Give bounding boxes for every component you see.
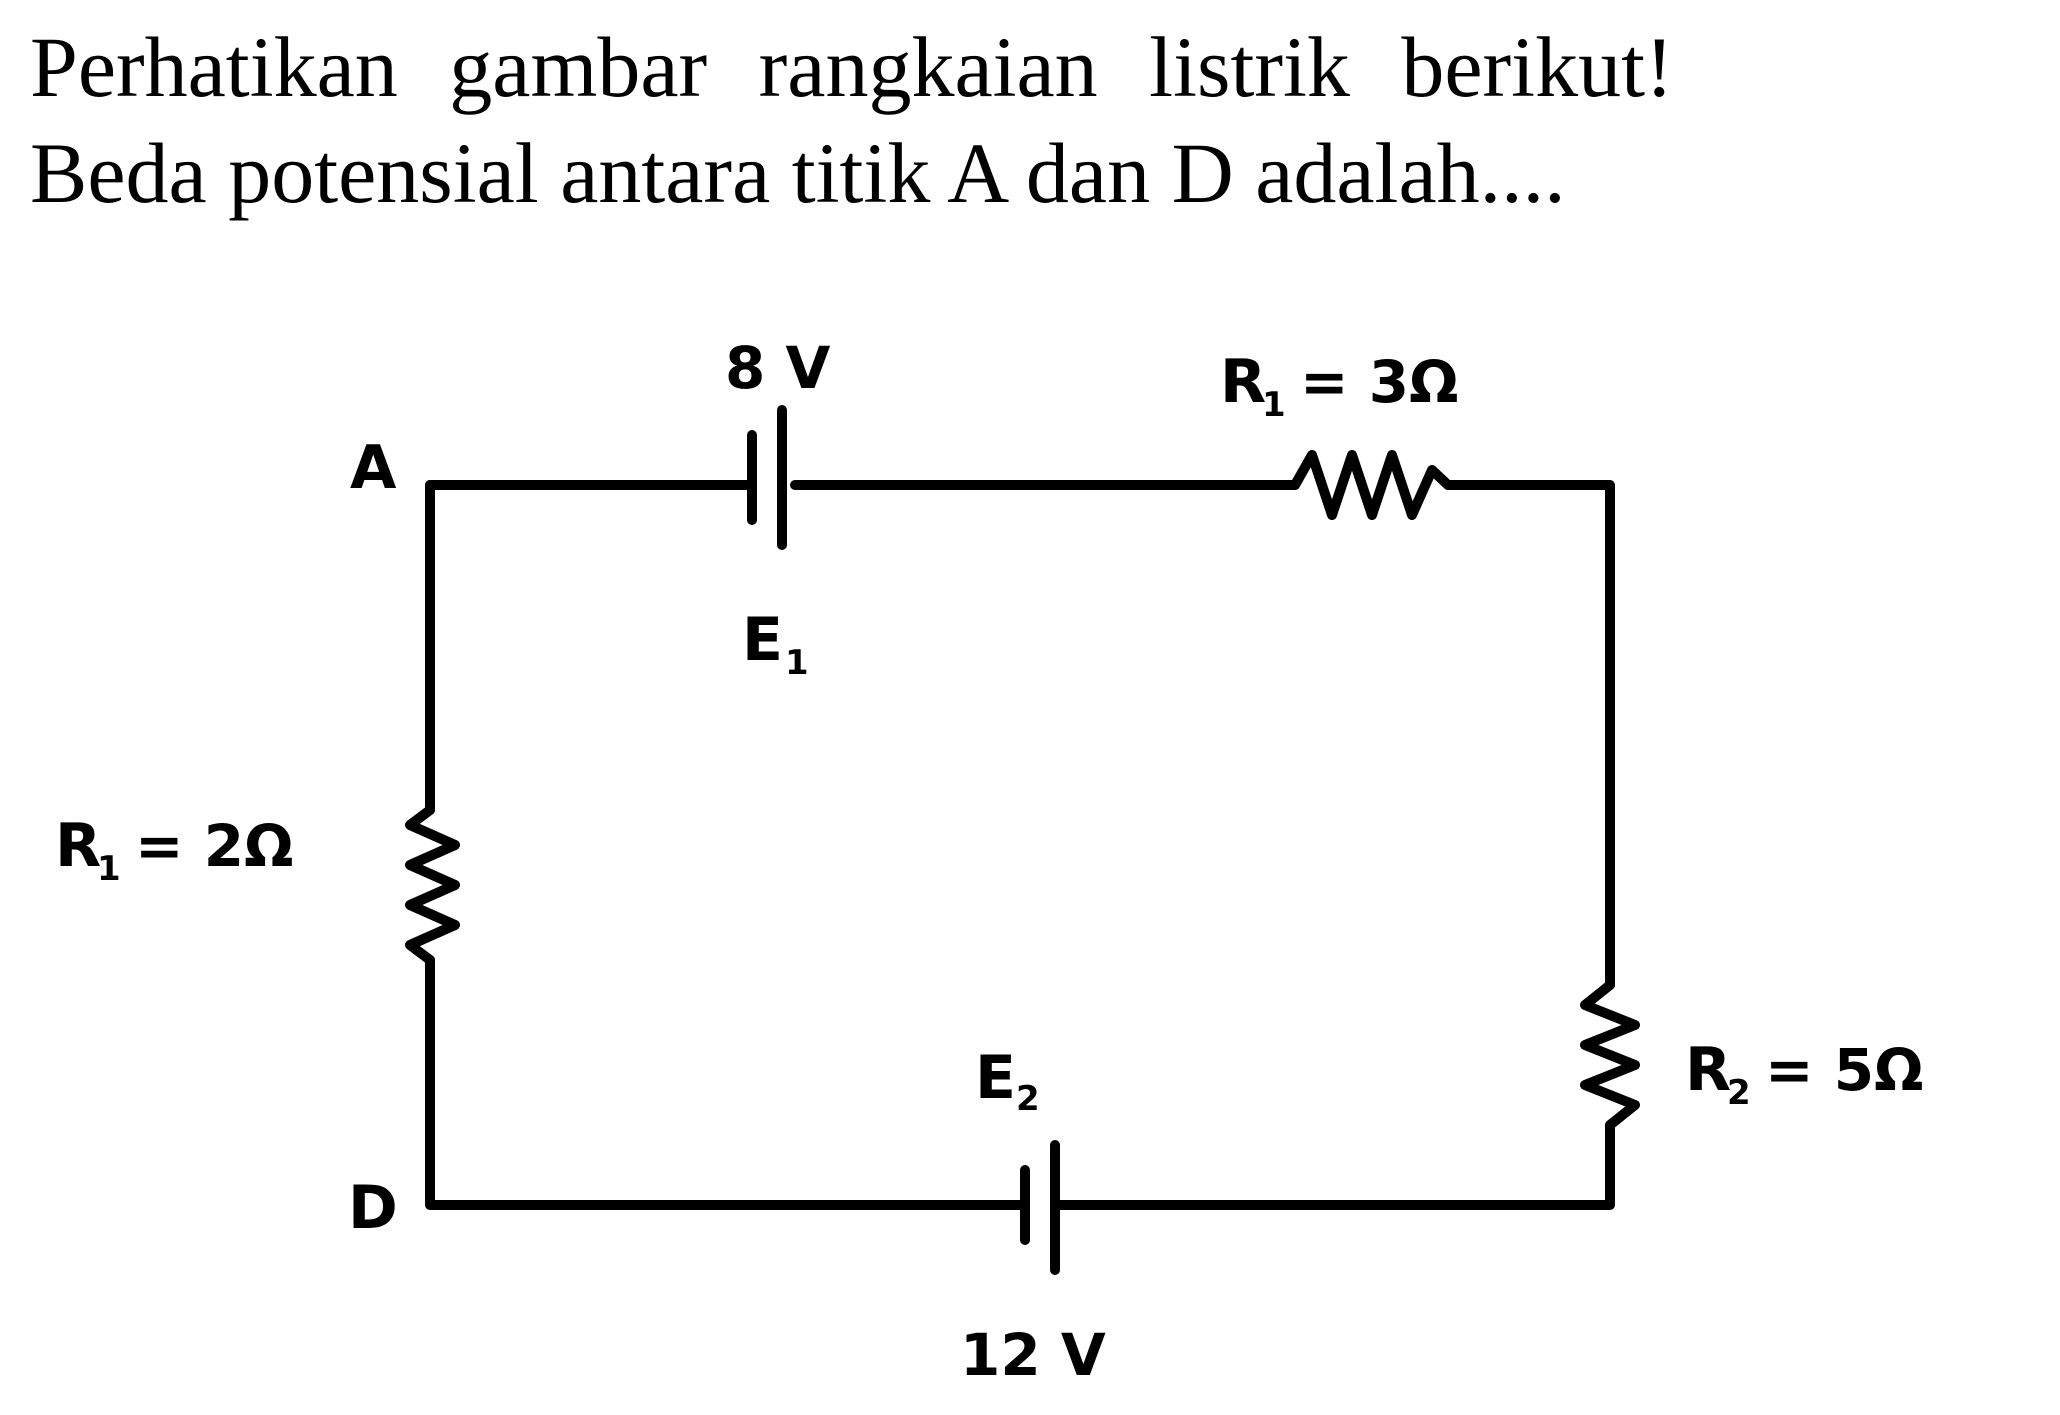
r-left-subscript: 1 <box>97 849 121 889</box>
e1-symbol: E <box>742 605 783 675</box>
r-top-subscript: 1 <box>1262 385 1286 425</box>
r-top-value: = 3Ω <box>1300 348 1459 416</box>
node-a-label: A <box>350 433 397 503</box>
e2-voltage-label: 12 V <box>960 1321 1106 1389</box>
r-left-value: = 2Ω <box>135 812 294 880</box>
r-left-symbol: R <box>55 811 102 881</box>
resistor-r2-right <box>1585 985 1635 1125</box>
question-line-2: Beda potensial antara titik A dan D adalah.... <box>30 125 1566 221</box>
wire-bottom-left <box>430 960 1020 1205</box>
wire-bottom-right <box>1060 1125 1610 1205</box>
e1-subscript: 1 <box>785 643 809 683</box>
resistor-r1-top <box>1295 455 1448 515</box>
question-line-1: Perhatikan gambar rangkaian listrik berikut! <box>30 19 1674 115</box>
e1-voltage-label: 8 V <box>725 334 831 402</box>
e2-symbol: E <box>975 1043 1016 1113</box>
resistor-r1-left <box>410 810 455 960</box>
node-d-label: D <box>348 1173 398 1243</box>
r-right-symbol: R <box>1685 1035 1732 1105</box>
e2-subscript: 2 <box>1016 1079 1040 1119</box>
r-right-subscript: 2 <box>1727 1073 1751 1113</box>
r-right-value: = 5Ω <box>1765 1036 1924 1104</box>
wire-top-right <box>1448 485 1610 985</box>
r-top-symbol: R <box>1220 347 1267 417</box>
